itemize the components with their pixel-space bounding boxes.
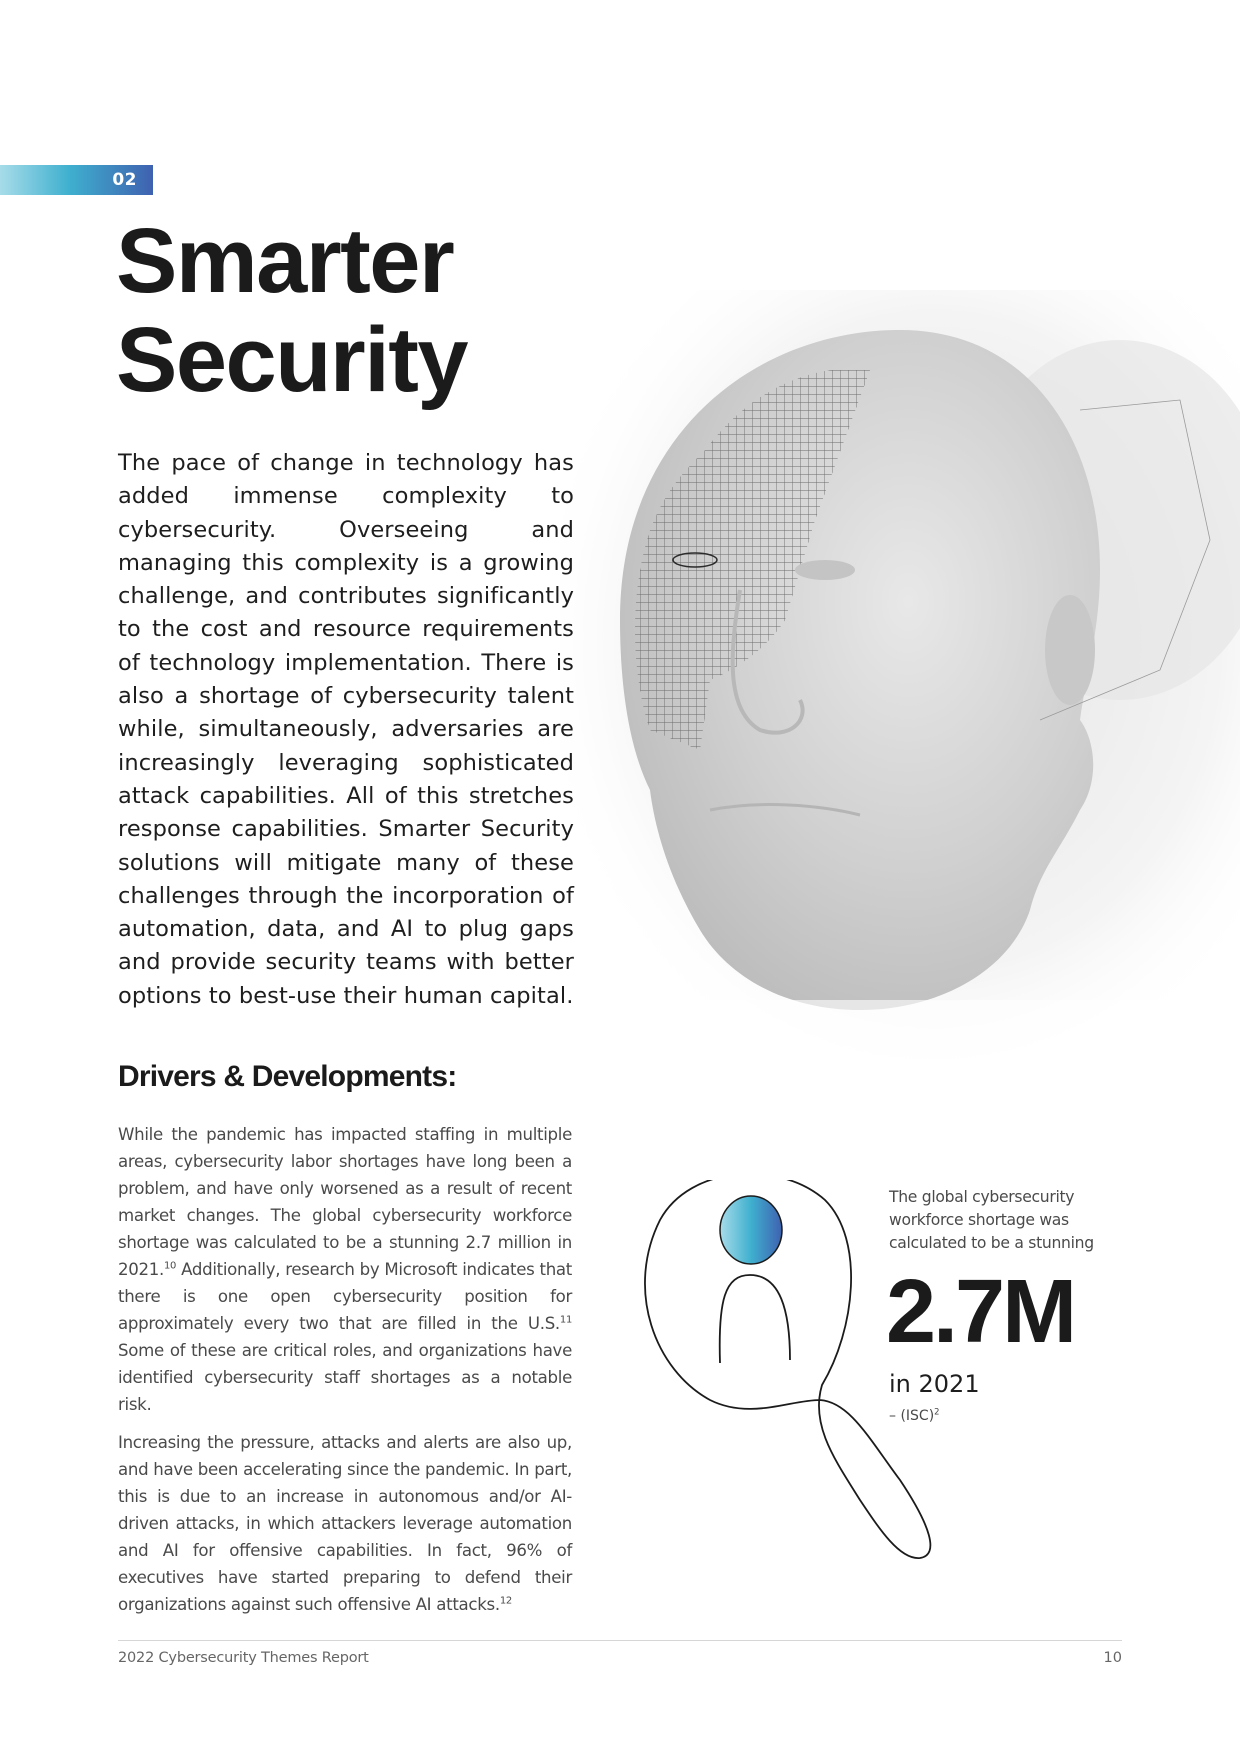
- stat-description: The global cybersecurity workforce shortage was calculated to be a stunning: [889, 1188, 1094, 1252]
- section-tag: [0, 165, 153, 195]
- stat-source: – (ISC)$^2$: [889, 1406, 940, 1424]
- footer-divider: [118, 1640, 1122, 1641]
- title-line-1: Smarter: [116, 210, 454, 312]
- drivers-heading: Drivers & Developments:: [118, 1060, 457, 1093]
- title-line-2: Security: [116, 309, 468, 411]
- eye-right: [795, 560, 855, 580]
- footnote-ref: 12: [499, 1595, 512, 1607]
- stat-value: 2.7M: [886, 1262, 1075, 1362]
- page-title: [116, 212, 467, 410]
- footnote-ref: 10: [164, 1260, 177, 1272]
- wireframe-head-illustration: [560, 290, 1240, 1070]
- footer-report-name: 2022 Cybersecurity Themes Report: [118, 1650, 369, 1666]
- drivers-paragraph-2: Increasing the pressure, attacks and alerts are also up, and have been accelerating since the pandemic. In part, this is due to an increase in autonomous and/or AI-driven attacks, in which attackers leverage automation and AI for offensive capabilities. In fact, 96% of executives have started preparing to defend their organizations against such offensive AI attacks.$^{12}$: [118, 1433, 572, 1614]
- footnote-ref: 11: [559, 1314, 572, 1326]
- person-head: [720, 1196, 782, 1264]
- intro-paragraph: The pace of change in technology has added immense complexity to cybersecurity. Overseeing and managing this complexity is a growing challenge, and contributes significantly to the cost and resource requirements of technology implementation. There is also a shortage of cybersecurity talent while, simultaneously, adversaries are increasingly leveraging sophisticated attack capabilities. All of this stretches response capabilities. Smarter Security solutions will mitigate many of these challenges through the incorporation of automation, data, and AI to plug gaps and provide security teams with better options to best-use their human capital.: [118, 450, 574, 1009]
- person-body: [720, 1275, 790, 1363]
- ear: [1045, 595, 1095, 705]
- section-number: 02: [112, 170, 137, 190]
- drivers-body: [118, 1121, 572, 1629]
- page-number: 10: [1103, 1650, 1122, 1666]
- drivers-paragraph-1: While the pandemic has impacted staffing in multiple areas, cybersecurity labor shortages have long been a problem, and have only worsened as a result of recent market changes. The global cybersecurity workforce shortage was calculated to be a stunning 2.7 million in 2021.10 Additionally, research by Microsoft indicates that there is one open cybersecurity position for approximately every two that are filled in the U.S.$^{11}$ Some of these are critical roles, and organizations have identified cybersecurity staff shortages as a notable risk.: [118, 1125, 572, 1414]
- magnifier-outline: [645, 1180, 930, 1558]
- stat-period: in 2021: [889, 1370, 980, 1398]
